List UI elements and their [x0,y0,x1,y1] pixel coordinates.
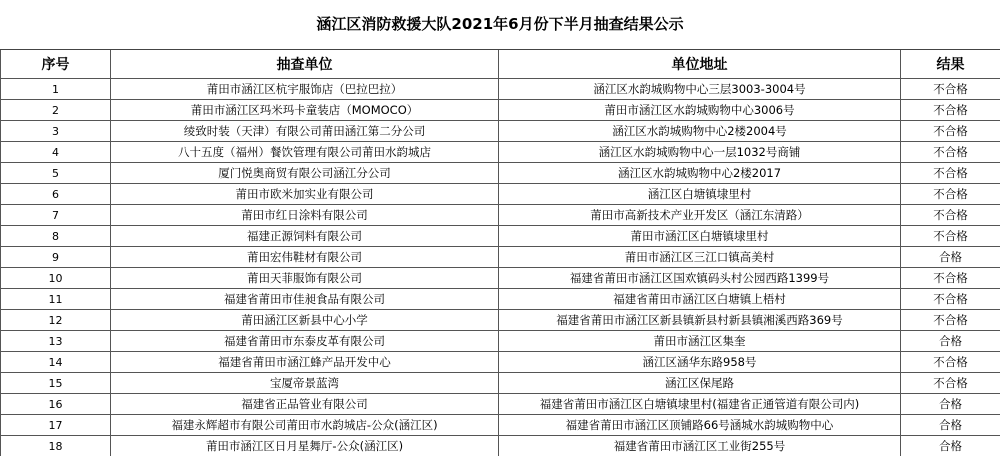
row-unit-address: 涵江区水韵城购物中心一层1032号商铺 [499,142,901,163]
page-title: 涵江区消防救援大队2021年6月份下半月抽查结果公示 [0,0,1000,50]
table-row [1,79,1000,100]
row-result: 不合格 [901,289,1000,310]
row-serial-number: 16 [1,394,111,415]
row-result: 合格 [901,394,1000,415]
row-inspected-unit: 福建正源饲料有限公司 [111,226,499,247]
row-inspected-unit: 福建省正品管业有限公司 [111,394,499,415]
table-row [1,331,1000,352]
row-unit-address: 福建省莆田市涵江区工业街255号 [499,436,901,457]
row-inspected-unit: 莆田市涵江区日月星舞厅-公众(涵江区) [111,436,499,457]
row-unit-address: 涵江区保尾路 [499,373,901,394]
row-inspected-unit: 莆田市欧米加实业有限公司 [111,184,499,205]
row-unit-address: 涵江区水韵城购物中心2楼2004号 [499,121,901,142]
table-row [1,121,1000,142]
table-row [1,163,1000,184]
row-unit-address: 莆田市涵江区三江口镇高美村 [499,247,901,268]
row-inspected-unit: 莆田涵江区新县中心小学 [111,310,499,331]
row-inspected-unit: 莆田市涵江区玛米玛卡童装店（MOMOCO） [111,100,499,121]
row-result: 不合格 [901,100,1000,121]
row-serial-number: 18 [1,436,111,457]
row-unit-address: 莆田市涵江区集奎 [499,331,901,352]
row-inspected-unit: 莆田天菲服饰有限公司 [111,268,499,289]
row-serial-number: 5 [1,163,111,184]
table-row [1,100,1000,121]
table-row [1,436,1000,457]
row-result: 不合格 [901,226,1000,247]
row-unit-address: 涵江区水韵城购物中心2楼2017 [499,163,901,184]
row-serial-number: 4 [1,142,111,163]
header-inspected-unit: 抽查单位 [111,50,499,79]
row-unit-address: 福建省莆田市涵江区新县镇新县村新县镇湘溪西路369号 [499,310,901,331]
row-unit-address: 福建省莆田市涵江区国欢镇码头村公园西路1399号 [499,268,901,289]
row-serial-number: 6 [1,184,111,205]
row-serial-number: 17 [1,415,111,436]
row-result: 不合格 [901,79,1000,100]
row-serial-number: 10 [1,268,111,289]
table-row [1,184,1000,205]
row-result: 不合格 [901,373,1000,394]
table-row [1,142,1000,163]
row-serial-number: 8 [1,226,111,247]
row-serial-number: 9 [1,247,111,268]
table-row [1,415,1000,436]
row-unit-address: 莆田市高新技术产业开发区（涵江东清路） [499,205,901,226]
row-unit-address: 福建省莆田市涵江区白塘镇埭里村(福建省正通管道有限公司内) [499,394,901,415]
table-row [1,247,1000,268]
row-serial-number: 7 [1,205,111,226]
table-row [1,310,1000,331]
row-unit-address: 莆田市涵江区水韵城购物中心3006号 [499,100,901,121]
header-unit-address: 单位地址 [499,50,901,79]
row-unit-address: 莆田市涵江区白塘镇埭里村 [499,226,901,247]
row-inspected-unit: 福建省莆田市东泰皮革有限公司 [111,331,499,352]
row-inspected-unit: 八十五度（福州）餐饮管理有限公司莆田水韵城店 [111,142,499,163]
row-serial-number: 13 [1,331,111,352]
table-row [1,205,1000,226]
row-inspected-unit: 福建永辉超市有限公司莆田市水韵城店-公众(涵江区) [111,415,499,436]
row-inspected-unit: 福建省莆田市涵江蜂产品开发中心 [111,352,499,373]
row-result: 不合格 [901,268,1000,289]
row-serial-number: 2 [1,100,111,121]
header-result: 结果 [901,50,1000,79]
row-result: 不合格 [901,352,1000,373]
row-result: 合格 [901,331,1000,352]
row-result: 不合格 [901,142,1000,163]
row-serial-number: 14 [1,352,111,373]
row-inspected-unit: 福建省莆田市佳昶食品有限公司 [111,289,499,310]
table-row [1,373,1000,394]
table-row [1,352,1000,373]
row-inspected-unit: 莆田市红日涂料有限公司 [111,205,499,226]
row-unit-address: 福建省莆田市涵江区白塘镇上梧村 [499,289,901,310]
row-result: 不合格 [901,121,1000,142]
inspection-results-table [0,50,1000,456]
row-unit-address: 福建省莆田市涵江区顶铺路66号涵城水韵城购物中心 [499,415,901,436]
row-serial-number: 15 [1,373,111,394]
row-inspected-unit: 莆田市涵江区杭宇服饰店（巴拉巴拉） [111,79,499,100]
row-result: 合格 [901,247,1000,268]
row-result: 合格 [901,436,1000,457]
row-unit-address: 涵江区白塘镇埭里村 [499,184,901,205]
row-inspected-unit: 宝厦帝景蓝湾 [111,373,499,394]
table-row [1,289,1000,310]
row-serial-number: 12 [1,310,111,331]
header-serial-number: 序号 [1,50,111,79]
table-row [1,268,1000,289]
row-result: 不合格 [901,310,1000,331]
row-serial-number: 3 [1,121,111,142]
row-result: 不合格 [901,184,1000,205]
row-unit-address: 涵江区涵华东路958号 [499,352,901,373]
row-result: 不合格 [901,205,1000,226]
row-serial-number: 11 [1,289,111,310]
row-result: 合格 [901,415,1000,436]
row-result: 不合格 [901,163,1000,184]
table-row [1,226,1000,247]
table-header-row [1,50,1000,79]
row-inspected-unit: 绫致时装（天津）有限公司莆田涵江第二分公司 [111,121,499,142]
row-unit-address: 涵江区水韵城购物中心三层3003-3004号 [499,79,901,100]
row-inspected-unit: 厦门悦奥商贸有限公司涵江分公司 [111,163,499,184]
row-inspected-unit: 莆田宏伟鞋材有限公司 [111,247,499,268]
table-row [1,394,1000,415]
row-serial-number: 1 [1,79,111,100]
